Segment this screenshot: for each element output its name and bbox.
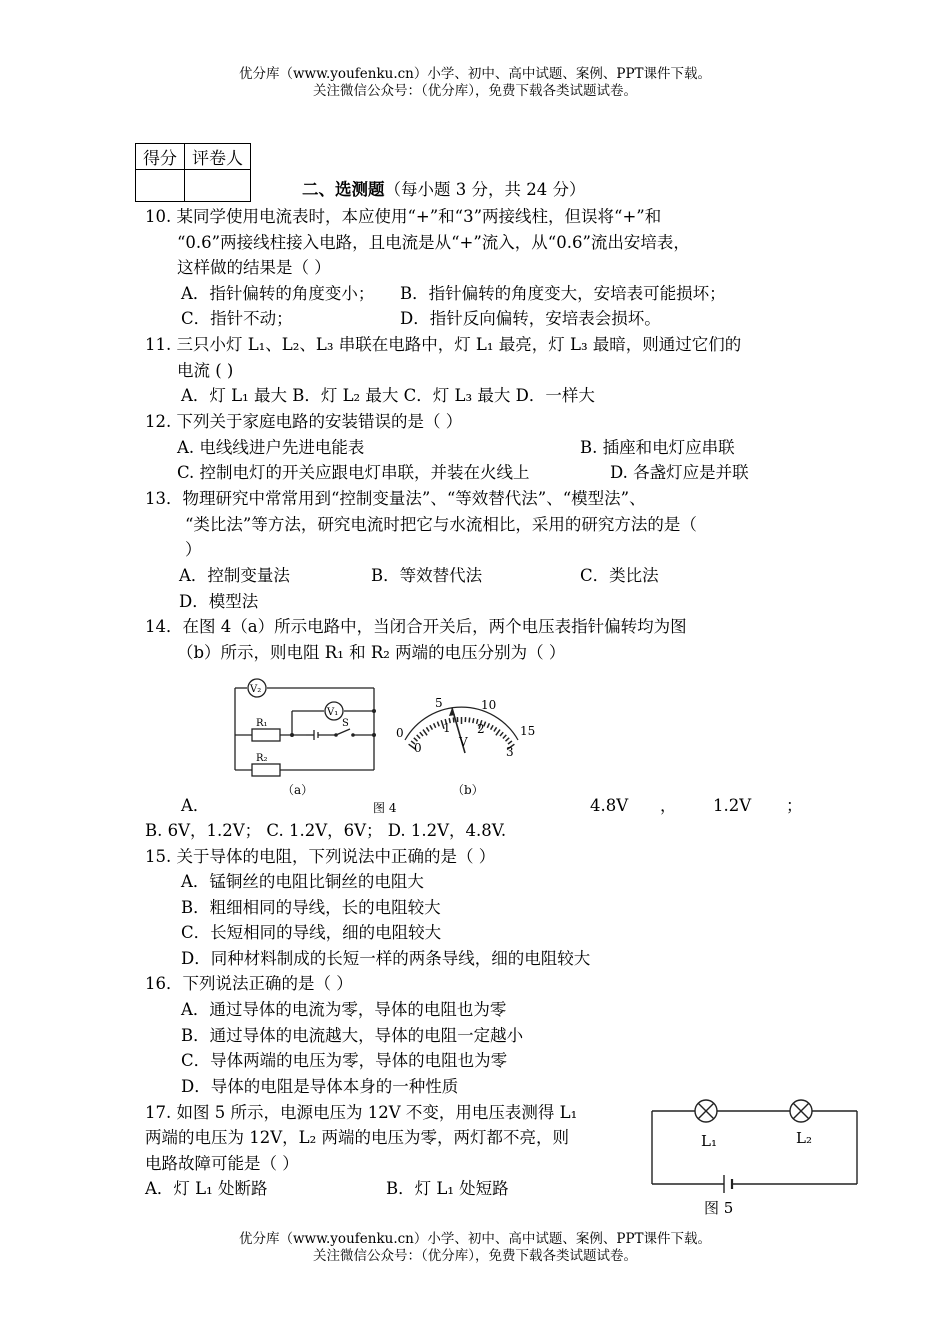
scale-top-0: 0 [396, 726, 404, 740]
q13-option-d: D．模型法 [179, 592, 259, 611]
q13-option-c: C．类比法 [580, 566, 659, 585]
figure-5-circuit [650, 1097, 860, 1222]
meter-tick [473, 718, 474, 723]
meter-tick [430, 725, 433, 729]
meter-tick [426, 727, 429, 731]
q15-option-a: A．锰铜丝的电阻比铜丝的电阻大 [181, 872, 424, 891]
q15-option-b: B．粗细相同的导线，长的电阻较大 [181, 898, 441, 917]
score-header: 得分 [136, 144, 185, 170]
meter-tick [423, 730, 427, 736]
q14-options-bcd: B. 6V，1.2V； C. 1.2V，6V； D. 1.2V，4.8V. [145, 821, 507, 840]
v2-label: V₂ [250, 684, 262, 695]
q15-line-1: 15. 关于导体的电阻，下列说法中正确的是（ ） [145, 847, 496, 866]
q16-option-a: A．通过导体的电流为零，导体的电阻也为零 [181, 1000, 507, 1019]
q10-line-3: 这样做的结果是（ ） [177, 258, 331, 277]
switch-icon [336, 729, 350, 735]
meter-tick [494, 727, 497, 731]
q10-line-2: “0.6”两接线柱接入电路，且电流是从“+”流入，从“0.6”流出安培表， [177, 233, 690, 252]
scale-bottom-3: 3 [506, 745, 514, 759]
q17-line-3: 电路故障可能是（ ） [145, 1154, 299, 1173]
q13-line-2: “类比法”等方法，研究电流时把它与水流相比，采用的研究方法的是（ [185, 515, 697, 534]
q17-option-b: B．灯 L₁ 处短路 [386, 1179, 509, 1198]
q11-line-1: 11. 三只小灯 L₁、L₂、L₃ 串联在电路中，灯 L₁ 最亮，灯 L₃ 最暗，则通过它们的 [145, 335, 742, 354]
q14-option-a-value-2: 1.2V [713, 796, 752, 815]
grader-cell [185, 170, 251, 202]
footer-line-2: 关注微信公众号：（优分库），免费下载各类试题试卷。 [313, 1248, 637, 1264]
q17-option-a: A．灯 L₁ 处断路 [145, 1179, 268, 1198]
meter-tick [496, 730, 500, 736]
q16-option-d: D．导体的电阻是导体本身的一种性质 [181, 1077, 459, 1096]
meter-tick [508, 741, 512, 744]
meter-tick [437, 722, 439, 727]
scale-top-15: 15 [520, 724, 536, 738]
grader-header: 评卷人 [185, 144, 251, 170]
l1-label: L₁ [701, 1132, 717, 1150]
q12-option-b: B. 插座和电灯应串联 [580, 438, 735, 457]
resistor-r1-icon [252, 729, 280, 741]
q11-line-2: 电流 ( ) [177, 361, 234, 380]
q14-line-1: 14．在图 4（a）所示电路中，当闭合开关后，两个电压表指针偏转均为图 [145, 617, 687, 636]
q12-line-1: 12. 下列关于家庭电路的安装错误的是（ ） [145, 412, 463, 431]
scale-top-10: 10 [481, 698, 497, 712]
scale-bottom-0: 0 [414, 741, 422, 755]
r1-label: R₁ [256, 718, 268, 729]
scale-bottom-2: 2 [477, 722, 485, 736]
q14-option-a-value-1: 4.8V [590, 796, 629, 815]
r2-label: R₂ [256, 753, 268, 764]
meter-tick [420, 732, 423, 736]
q12-option-a: A. 电线线进户先进电能表 [177, 438, 365, 457]
q13-option-a: A．控制变量法 [179, 566, 290, 585]
q14-option-a-comma: ， [660, 796, 677, 815]
meter-tick [417, 735, 420, 739]
score-cell [136, 170, 185, 202]
q10-line-1: 10. 某同学使用电流表时，本应使用“+”和“3”两接线柱，但误将“+”和 [145, 207, 662, 226]
scale-top-5: 5 [435, 696, 443, 710]
score-table [135, 143, 251, 202]
q15-option-c: C．长短相同的导线，细的电阻较大 [181, 923, 442, 942]
q16-option-b: B．通过导体的电流越大，导体的电阻一定越小 [181, 1026, 524, 1045]
q14-option-a-semicolon: ； [786, 796, 803, 815]
q17-line-2: 两端的电压为 12V，L₂ 两端的电压为零，两灯都不亮，则 [145, 1128, 569, 1147]
pointer-label: V [459, 735, 468, 749]
l2-label: L₂ [796, 1129, 812, 1147]
q13-line-3: ） [185, 540, 202, 559]
v1-label: V₁ [327, 707, 339, 718]
figure-5-caption: 图 5 [704, 1199, 734, 1217]
meter-tick [500, 732, 503, 736]
q11-options: A．灯 L₁ 最大 B．灯 L₂ 最大 C．灯 L₃ 最大 D．一样大 [181, 386, 595, 405]
meter-tick [506, 738, 510, 741]
meter-tick [487, 723, 489, 728]
section-title: 二、选测题（每小题 3 分，共 24 分） [302, 180, 586, 199]
q15-option-d: D．同种材料制成的长短一样的两条导线，细的电阻较大 [181, 949, 591, 968]
figure-4a-circuit [232, 677, 377, 777]
q14-line-2: （b）所示，则电阻 R₁ 和 R₂ 两端的电压分别为（ ） [177, 643, 566, 662]
q13-line-1: 13．物理研究中常常用到“控制变量法”、“等效替代法”、“模型法”、 [145, 489, 646, 508]
s-label: S [342, 718, 349, 729]
q10-option-c: C．指针不动； [181, 309, 293, 328]
figure-4a-label: （a） [282, 783, 314, 797]
meter-tick [491, 725, 494, 729]
header-line-2: 关注微信公众号：（优分库），免费下载各类试题试卷。 [313, 83, 637, 99]
figure-4b-label: （b） [452, 783, 484, 797]
q14-option-a-label: A． [181, 796, 210, 815]
q10-option-b: B．指针偏转的角度变大，安培表可能损坏； [400, 284, 726, 303]
figure-4b-meter [393, 690, 543, 762]
meter-tick [503, 735, 506, 739]
meter-tick [434, 723, 436, 728]
q12-option-c: C. 控制电灯的开关应跟电灯串联，并装在火线上 [177, 463, 530, 482]
q16-option-c: C．导体两端的电压为零，导体的电阻也为零 [181, 1051, 508, 1070]
resistor-r2-icon [252, 764, 280, 776]
meter-tick [453, 718, 454, 723]
q10-option-a: A．指针偏转的角度变小； [181, 284, 375, 303]
scale-bottom-1: 1 [443, 721, 451, 735]
header-line-1: 优分库（www.youfenku.cn）小学、初中、高中试题、案例、PPT课件下载。 [238, 66, 712, 82]
q16-line-1: 16．下列说法正确的是（ ） [145, 974, 353, 993]
meter-tick [469, 718, 470, 723]
q10-option-d: D．指针反向偏转，安培表会损坏。 [400, 309, 661, 328]
footer-line-1: 优分库（www.youfenku.cn）小学、初中、高中试题、案例、PPT课件下载。 [238, 1231, 712, 1247]
figure-4-caption: 图 4 [373, 801, 397, 815]
q17-line-1: 17. 如图 5 所示，电源电压为 12V 不变，用电压表测得 L₁ [145, 1103, 578, 1122]
q13-option-b: B．等效替代法 [371, 566, 483, 585]
q12-option-d: D. 各盏灯应是并联 [610, 463, 749, 482]
